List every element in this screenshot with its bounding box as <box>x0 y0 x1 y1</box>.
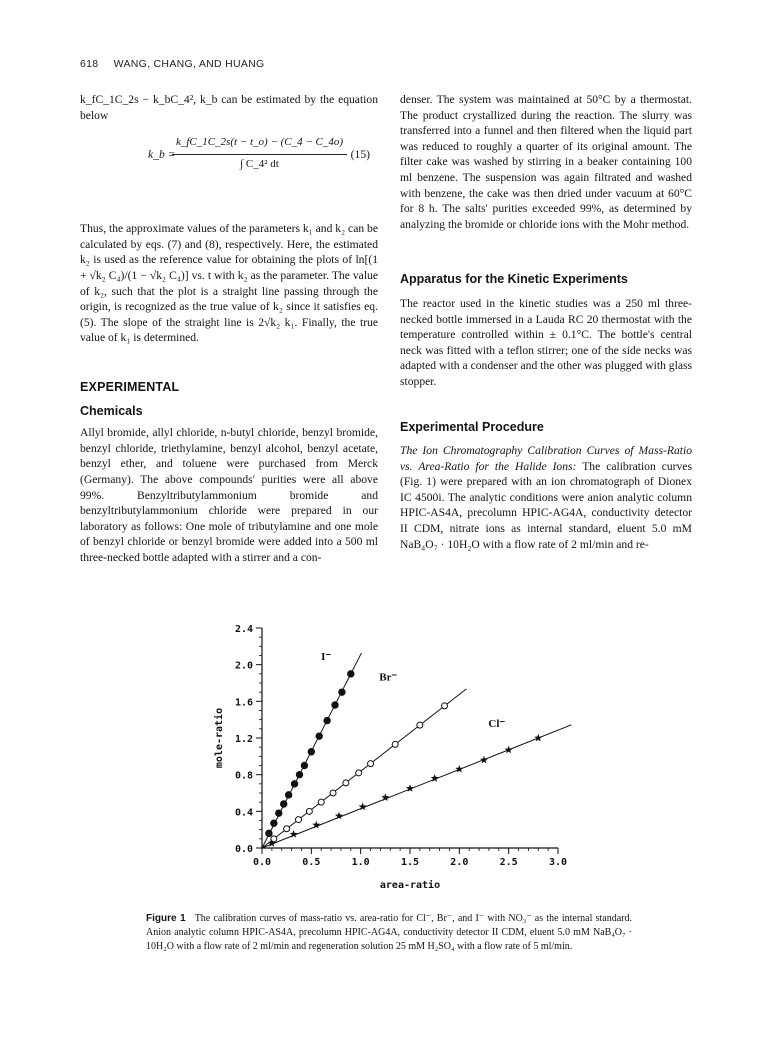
data-point <box>291 781 297 787</box>
x-tick-label: 1.5 <box>400 857 420 868</box>
series-line <box>262 689 466 848</box>
data-point <box>301 762 307 768</box>
section-heading-experimental: EXPERIMENTAL <box>80 379 180 394</box>
paragraph-procedure <box>400 443 692 552</box>
running-head <box>80 58 265 70</box>
data-point <box>368 761 374 767</box>
data-point <box>306 808 312 814</box>
subsection-heading-chemicals: Chemicals <box>80 403 143 418</box>
procedure-lead: The Ion Chromatography Calibration Curves of Mass-Ratio vs. Area-Ratio for the Halide Ions: <box>400 444 692 473</box>
x-tick-label: 2.5 <box>499 857 518 868</box>
paragraph-apparatus: The reactor used in the kinetic studies was a 250 ml three-necked bottle immersed in a Lauda RC 20 thermostat with the temperature controlled within ± 0.1°C. The bottle's central neck was fitted with a teflon stirrer; one of the side necks was adapted with a condenser and the other was plugged with glass stopper. <box>400 296 692 388</box>
page-number: 618 <box>80 58 99 70</box>
series-label: I⁻ <box>321 651 332 664</box>
data-point <box>296 771 302 777</box>
intro-line: k_fC_1C_2s − k_bC_4², k_b can be estimated by the equation below <box>80 93 378 122</box>
data-point <box>339 689 345 695</box>
x-axis-label: area-ratio <box>379 880 441 891</box>
paragraph-chemicals: Allyl bromide, allyl chloride, n-butyl chloride, benzyl bromide, benzyl chloride, triethylamine, benzyl alcohol, benzyl acetate, benzyl ether, and toluene were purchased from Merck (Germany). The above compounds' purities were all above 99%. Benzyltributylammonium bromide and benzyltributylammonium chloride were prepared in our laboratory as follows: One mole of tributylamine and one mole of benzyl chloride or benzyl bromide were added into a 500 ml three-necked bottle adapted with a stirrer and a con- <box>80 426 378 564</box>
x-tick-label: 0.0 <box>252 857 272 868</box>
y-tick-label: 2.4 <box>234 624 253 635</box>
y-tick-label: 0.4 <box>234 807 253 819</box>
series-label: Br⁻ <box>379 671 398 684</box>
data-point <box>343 780 349 786</box>
equation-lhs: k_b = <box>148 148 176 162</box>
data-point <box>276 810 282 816</box>
x-tick-label: 3.0 <box>548 857 568 868</box>
x-tick-label: 2.0 <box>450 857 469 868</box>
series-label: Cl⁻ <box>488 718 506 730</box>
figure-caption <box>146 912 632 954</box>
data-point <box>442 703 448 709</box>
figure-label: Figure 1 <box>146 913 186 924</box>
data-point <box>455 765 463 773</box>
y-axis-label: mole-ratio <box>214 707 225 769</box>
equation-number: (15) <box>350 148 370 162</box>
y-tick-label: 0.0 <box>234 844 253 855</box>
y-tick-label: 2.0 <box>234 660 253 672</box>
y-tick-label: 1.2 <box>234 734 253 745</box>
data-point <box>505 746 513 754</box>
equation-denominator: ∫ C_4² dt <box>240 157 279 170</box>
x-tick-label: 0.5 <box>302 857 321 868</box>
data-point <box>308 749 314 755</box>
figure-1 <box>200 620 580 910</box>
paragraph-parameters: Thus, the approximate values of the parameters k₁ and k₂ can be calculated by eqs. (7) and (8), respectively. Here, the estimated k₂ is used as the reference value for obtaining the plots of ln[(1 + √k₂ C₄)/(1 − √k₂ C₄)] vs. t with k₂ as the parameter. The value of k₂, such that the plot is a straight line passing through the origin, is recognized as the true value of k₂ since it satisfies eq. (5). The slope of the straight line is 2√k₂ k₁. Finally, the true value of k₁ is determined. <box>80 222 378 345</box>
y-tick-label: 0.8 <box>234 770 253 782</box>
data-point <box>356 770 362 776</box>
x-tick-label: 1.0 <box>351 857 370 868</box>
running-head-authors: WANG, CHANG, AND HUANG <box>113 58 265 70</box>
figure-caption-text: The calibration curves of mass-ratio vs. area-ratio for Cl⁻, Br⁻, and I⁻ with NO₃⁻ as the internal standard. Anion analytic column HPIC-AS4A, precolumn HPIC-AG4A, conductivity detector II CDM, eluent 5.0 mM NaB₄O₇ · 10H₂O with a flow rate of 2 ml/min and regeneration solution 25 mM H₂SO₄ with a flow rate of 5 ml/min. <box>146 913 632 952</box>
equation-numerator: k_fC_1C_2s(t − t_o) − (C_4 − C_4o) <box>172 135 347 155</box>
paragraph-continuation: denser. The system was maintained at 50°C by a thermostat. The product crystallized during the reaction. The slurry was transferred into a funnel and then filtered when the liquid part was reduced to roughly a quarter of its original amount. The filter cake was washed by stirring in a beaker containing 100 ml benzene. The suspension was again filtrated and washed with benzene, the cake was then dried under vacuum at 60°C for 8 h. The salts' purities exceeded 99%, as determined by analyzing the bromide or chloride ions with the Mohr method. <box>400 93 692 231</box>
data-point <box>330 790 336 796</box>
equation-fraction <box>172 135 347 172</box>
data-point <box>284 826 290 832</box>
y-tick-label: 1.6 <box>234 697 253 709</box>
data-point <box>392 741 398 747</box>
data-point <box>324 717 330 723</box>
data-point <box>332 702 338 708</box>
right-column <box>400 92 692 552</box>
data-point <box>316 733 322 739</box>
series-line <box>262 725 571 848</box>
calibration-chart <box>200 620 580 910</box>
data-point <box>285 792 291 798</box>
data-point <box>480 756 488 764</box>
data-point <box>271 820 277 826</box>
data-point <box>266 830 272 836</box>
equation-15 <box>80 129 378 213</box>
subsection-heading-procedure: Experimental Procedure <box>400 419 544 434</box>
data-point <box>318 799 324 805</box>
subsection-heading-apparatus: Apparatus for the Kinetic Experiments <box>400 272 628 287</box>
data-point <box>296 817 302 823</box>
data-point <box>534 734 542 742</box>
left-column <box>80 92 378 565</box>
data-point <box>348 671 354 677</box>
data-point <box>281 801 287 807</box>
data-point <box>417 722 423 728</box>
procedure-body: The calibration curves (Fig. 1) were prepared with an ion chromatograph of Dionex IC 4500i. The analytic conditions were anion analytic column HPIC-AS4A, precolumn HPIC-AG4A, conductivity detector II CDM, nitrate ions as internal standard, eluent 5.0 mM NaB₄O₇ · 10H₂O with a flow rate of 2 ml/min and re- <box>400 459 693 551</box>
